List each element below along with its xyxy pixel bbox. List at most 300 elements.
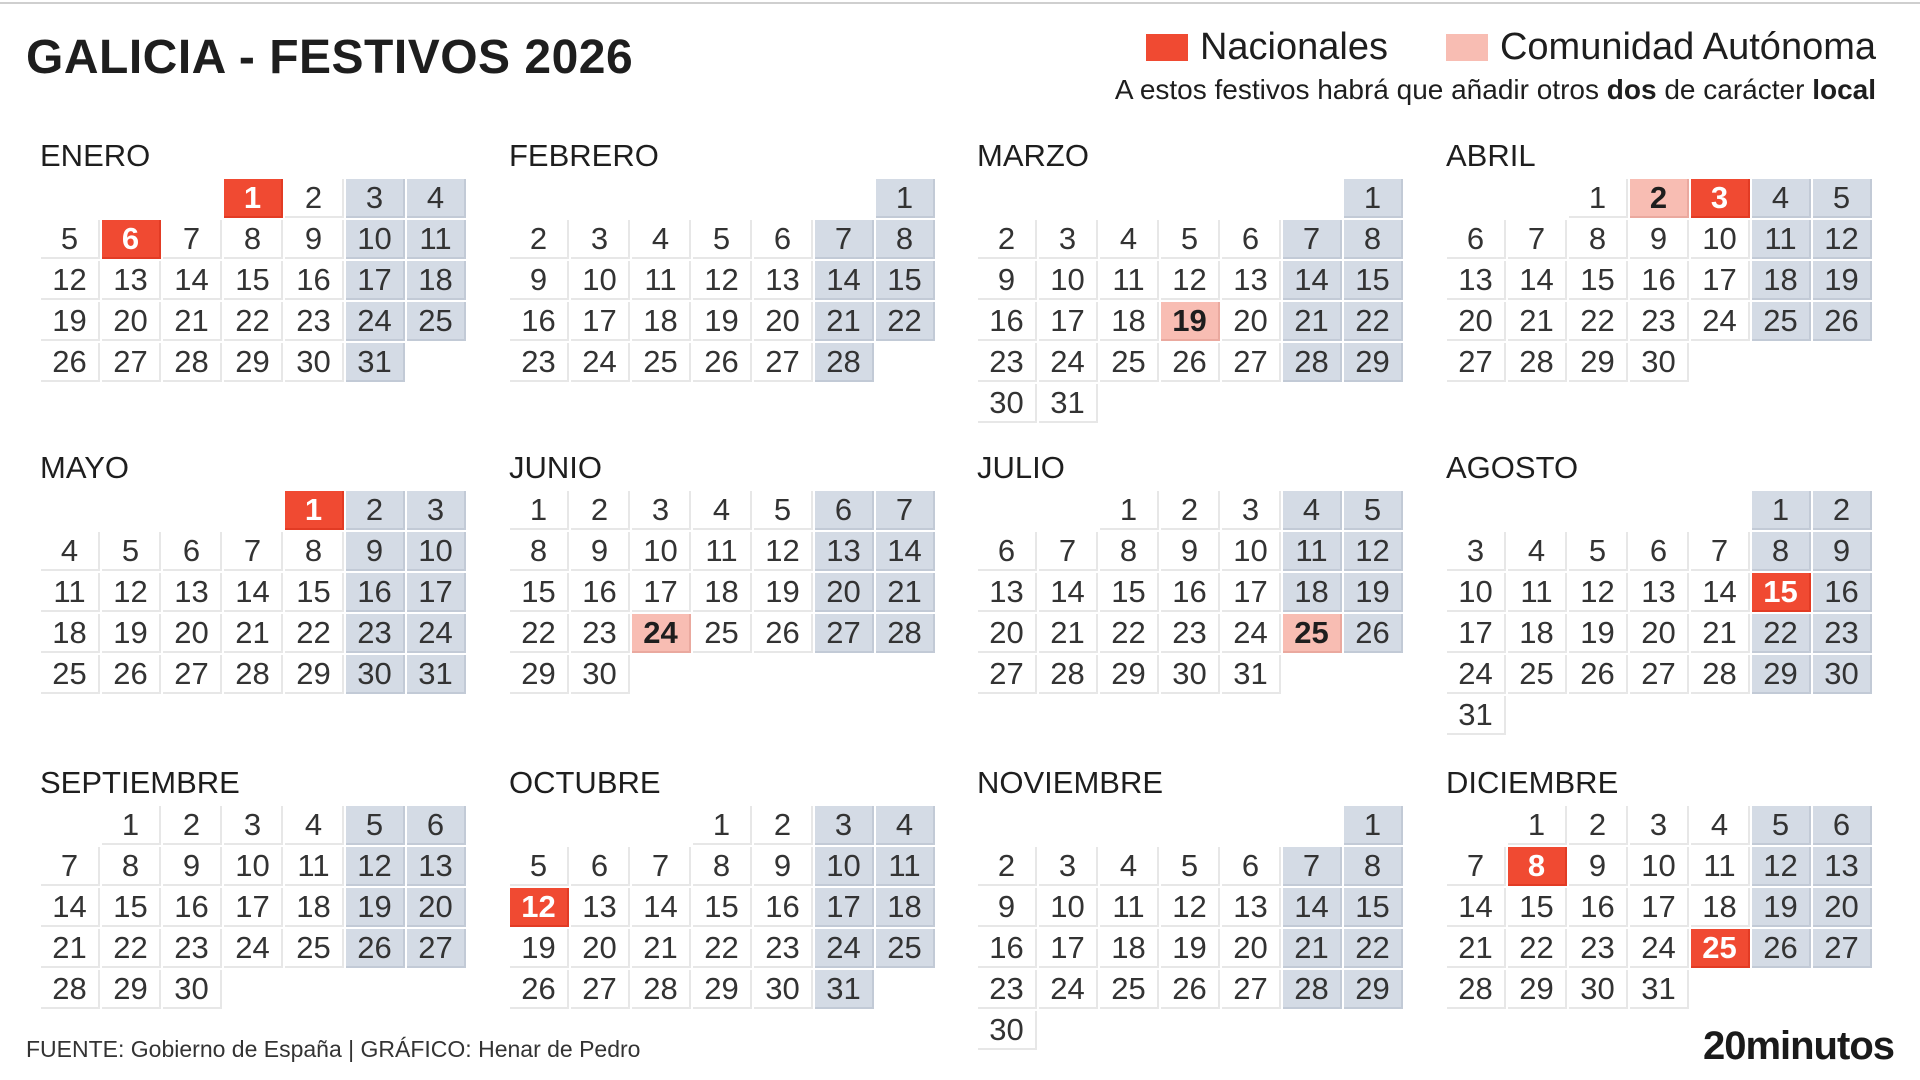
weekend-day-cell: 11 <box>876 847 935 886</box>
day-cell: 9 <box>571 532 630 571</box>
day-cell: 6 <box>1222 847 1281 886</box>
day-cell: 17 <box>1447 614 1506 653</box>
day-cell: 27 <box>571 970 630 1009</box>
day-cell: 15 <box>693 888 752 927</box>
day-cell: 2 <box>1569 806 1628 845</box>
day-cell: 13 <box>1630 573 1689 612</box>
day-cell: 10 <box>1222 532 1281 571</box>
day-cell: 7 <box>1447 847 1506 886</box>
empty-cell <box>978 179 1037 218</box>
weekend-day-cell: 22 <box>1344 302 1403 341</box>
day-cell: 17 <box>1630 888 1689 927</box>
month-mayo <box>40 450 470 730</box>
day-cell: 2 <box>978 220 1037 259</box>
empty-cell <box>102 491 161 530</box>
empty-cell <box>1222 179 1281 218</box>
day-cell: 20 <box>754 302 813 341</box>
day-cell: 12 <box>41 261 100 300</box>
day-cell: 23 <box>1630 302 1689 341</box>
day-cell: 20 <box>1630 614 1689 653</box>
day-cell: 15 <box>1100 573 1159 612</box>
day-cell: 9 <box>163 847 222 886</box>
weekend-day-cell: 14 <box>1283 888 1342 927</box>
weekend-day-cell: 5 <box>1813 179 1872 218</box>
day-cell: 5 <box>754 491 813 530</box>
month-grid <box>509 490 936 695</box>
empty-cell <box>571 179 630 218</box>
day-cell: 27 <box>1222 970 1281 1009</box>
day-cell: 5 <box>102 532 161 571</box>
day-cell: 30 <box>285 343 344 382</box>
day-cell: 3 <box>1447 532 1506 571</box>
day-cell: 17 <box>571 302 630 341</box>
day-cell: 20 <box>978 614 1037 653</box>
day-cell: 6 <box>1447 220 1506 259</box>
day-cell: 25 <box>693 614 752 653</box>
day-cell: 4 <box>632 220 691 259</box>
day-cell: 29 <box>102 970 161 1009</box>
source-credit: FUENTE: Gobierno de España | GRÁFICO: Henar de Pedro <box>26 1036 641 1062</box>
weekend-day-cell: 31 <box>815 970 874 1009</box>
day-cell: 15 <box>510 573 569 612</box>
weekend-day-cell: 30 <box>346 655 405 694</box>
month-grid <box>1446 490 1873 736</box>
month-grid <box>977 490 1404 695</box>
day-cell: 16 <box>1569 888 1628 927</box>
day-cell: 9 <box>1630 220 1689 259</box>
day-cell: 26 <box>1569 655 1628 694</box>
day-cell: 9 <box>285 220 344 259</box>
weekend-day-cell: 10 <box>346 220 405 259</box>
day-cell: 5 <box>1161 220 1220 259</box>
legend-swatch-comunidad <box>1446 34 1488 61</box>
local-holidays-note <box>1115 74 1876 106</box>
month-name: ABRIL <box>1446 138 1536 173</box>
day-cell: 26 <box>102 655 161 694</box>
weekend-day-cell: 19 <box>1752 888 1811 927</box>
day-cell: 3 <box>1039 847 1098 886</box>
month-febrero <box>509 138 939 418</box>
month-grid <box>977 178 1404 424</box>
day-cell: 13 <box>1222 261 1281 300</box>
day-cell: 13 <box>754 261 813 300</box>
day-cell: 21 <box>163 302 222 341</box>
day-cell: 15 <box>102 888 161 927</box>
day-cell: 2 <box>285 179 344 218</box>
day-cell: 8 <box>224 220 283 259</box>
weekend-day-cell: 26 <box>1752 929 1811 968</box>
day-cell: 28 <box>1691 655 1750 694</box>
note-bold-local: local <box>1812 74 1876 105</box>
empty-cell <box>754 179 813 218</box>
day-cell: 28 <box>163 343 222 382</box>
day-cell: 24 <box>1691 302 1750 341</box>
empty-cell <box>1447 179 1506 218</box>
day-cell: 14 <box>224 573 283 612</box>
weekend-day-cell: 4 <box>876 806 935 845</box>
day-cell: 26 <box>1161 343 1220 382</box>
day-cell: 16 <box>978 302 1037 341</box>
weekend-day-cell: 27 <box>815 614 874 653</box>
day-cell: 28 <box>1447 970 1506 1009</box>
day-cell: 6 <box>1630 532 1689 571</box>
day-cell: 28 <box>41 970 100 1009</box>
weekend-day-cell: 13 <box>407 847 466 886</box>
day-cell: 3 <box>1039 220 1098 259</box>
day-cell: 12 <box>693 261 752 300</box>
weekend-day-cell: 28 <box>1283 343 1342 382</box>
day-cell: 11 <box>285 847 344 886</box>
weekend-day-cell: 4 <box>1283 491 1342 530</box>
day-cell: 17 <box>1222 573 1281 612</box>
day-cell: 19 <box>102 614 161 653</box>
day-cell: 15 <box>285 573 344 612</box>
day-cell: 22 <box>693 929 752 968</box>
brand-logo: 20minutos <box>1702 1024 1894 1068</box>
day-cell: 1 <box>1100 491 1159 530</box>
day-cell: 6 <box>163 532 222 571</box>
legend-label-nacionales: Nacionales <box>1199 26 1388 68</box>
weekend-day-cell: 24 <box>346 302 405 341</box>
weekend-day-cell: 18 <box>1283 573 1342 612</box>
day-cell: 20 <box>102 302 161 341</box>
day-cell: 1 <box>1508 806 1567 845</box>
day-cell: 10 <box>1039 888 1098 927</box>
day-cell: 5 <box>693 220 752 259</box>
day-cell: 18 <box>41 614 100 653</box>
note-middle: de carácter <box>1656 74 1813 105</box>
weekend-day-cell: 23 <box>346 614 405 653</box>
day-cell: 5 <box>41 220 100 259</box>
national-holiday-cell: 25 <box>1691 929 1750 968</box>
day-cell: 25 <box>285 929 344 968</box>
empty-cell <box>1161 806 1220 845</box>
day-cell: 18 <box>1100 929 1159 968</box>
month-julio <box>977 450 1407 730</box>
day-cell: 30 <box>571 655 630 694</box>
day-cell: 21 <box>1508 302 1567 341</box>
day-cell: 14 <box>41 888 100 927</box>
day-cell: 16 <box>285 261 344 300</box>
month-enero <box>40 138 470 418</box>
page-title: GALICIA - FESTIVOS 2026 <box>26 31 634 84</box>
day-cell: 29 <box>693 970 752 1009</box>
day-cell: 16 <box>163 888 222 927</box>
day-cell: 15 <box>1569 261 1628 300</box>
weekend-day-cell: 5 <box>346 806 405 845</box>
day-cell: 14 <box>1447 888 1506 927</box>
day-cell: 14 <box>163 261 222 300</box>
empty-cell <box>1283 179 1342 218</box>
legend-swatch-nacionales <box>1146 34 1188 61</box>
weekend-day-cell: 12 <box>1813 220 1872 259</box>
day-cell: 20 <box>163 614 222 653</box>
month-name: AGOSTO <box>1446 450 1579 485</box>
weekend-day-cell: 1 <box>1344 806 1403 845</box>
day-cell: 10 <box>224 847 283 886</box>
day-cell: 26 <box>754 614 813 653</box>
regional-holiday-cell: 24 <box>632 614 691 653</box>
empty-cell <box>1447 491 1506 530</box>
day-cell: 7 <box>1039 532 1098 571</box>
month-grid <box>977 805 1404 1051</box>
day-cell: 16 <box>510 302 569 341</box>
day-cell: 3 <box>1630 806 1689 845</box>
day-cell: 31 <box>1039 384 1098 423</box>
weekend-day-cell: 21 <box>876 573 935 612</box>
day-cell: 21 <box>224 614 283 653</box>
day-cell: 27 <box>754 343 813 382</box>
day-cell: 16 <box>1630 261 1689 300</box>
day-cell: 4 <box>1508 532 1567 571</box>
weekend-day-cell: 12 <box>1752 847 1811 886</box>
empty-cell <box>1222 806 1281 845</box>
empty-cell <box>632 806 691 845</box>
day-cell: 30 <box>163 970 222 1009</box>
month-name: MARZO <box>977 138 1089 173</box>
note-bold-dos: dos <box>1606 74 1657 105</box>
month-grid <box>40 805 467 1010</box>
empty-cell <box>1039 491 1098 530</box>
day-cell: 19 <box>510 929 569 968</box>
day-cell: 20 <box>1447 302 1506 341</box>
weekend-day-cell: 7 <box>815 220 874 259</box>
day-cell: 14 <box>1691 573 1750 612</box>
regional-holiday-cell: 19 <box>1161 302 1220 341</box>
weekend-day-cell: 25 <box>1752 302 1811 341</box>
day-cell: 30 <box>754 970 813 1009</box>
day-cell: 27 <box>978 655 1037 694</box>
national-holiday-cell: 8 <box>1508 847 1567 886</box>
weekend-day-cell: 16 <box>1813 573 1872 612</box>
day-cell: 29 <box>1508 970 1567 1009</box>
weekend-day-cell: 12 <box>346 847 405 886</box>
day-cell: 5 <box>1569 532 1628 571</box>
weekend-day-cell: 25 <box>407 302 466 341</box>
day-cell: 17 <box>1691 261 1750 300</box>
legend <box>1088 26 1876 69</box>
day-cell: 24 <box>1039 343 1098 382</box>
day-cell: 2 <box>163 806 222 845</box>
weekend-day-cell: 26 <box>1813 302 1872 341</box>
weekend-day-cell: 10 <box>815 847 874 886</box>
empty-cell <box>1630 491 1689 530</box>
month-noviembre <box>977 765 1407 1045</box>
weekend-day-cell: 27 <box>1813 929 1872 968</box>
day-cell: 11 <box>632 261 691 300</box>
day-cell: 24 <box>1039 970 1098 1009</box>
day-cell: 26 <box>41 343 100 382</box>
day-cell: 29 <box>1569 343 1628 382</box>
weekend-day-cell: 30 <box>1813 655 1872 694</box>
empty-cell <box>163 491 222 530</box>
weekend-day-cell: 25 <box>876 929 935 968</box>
day-cell: 22 <box>224 302 283 341</box>
weekend-day-cell: 20 <box>815 573 874 612</box>
weekend-day-cell: 7 <box>1283 220 1342 259</box>
weekend-day-cell: 26 <box>1344 614 1403 653</box>
day-cell: 24 <box>1447 655 1506 694</box>
day-cell: 19 <box>1161 929 1220 968</box>
day-cell: 21 <box>41 929 100 968</box>
month-grid <box>509 178 936 383</box>
day-cell: 9 <box>978 261 1037 300</box>
month-name: ENERO <box>40 138 151 173</box>
weekend-day-cell: 20 <box>407 888 466 927</box>
day-cell: 6 <box>978 532 1037 571</box>
day-cell: 22 <box>102 929 161 968</box>
weekend-day-cell: 15 <box>1344 888 1403 927</box>
weekend-day-cell: 14 <box>1283 261 1342 300</box>
national-holiday-cell: 1 <box>285 491 344 530</box>
weekend-day-cell: 13 <box>815 532 874 571</box>
day-cell: 14 <box>1039 573 1098 612</box>
month-name: SEPTIEMBRE <box>40 765 240 800</box>
month-octubre <box>509 765 939 1045</box>
weekend-day-cell: 21 <box>815 302 874 341</box>
empty-cell <box>1508 179 1567 218</box>
day-cell: 27 <box>163 655 222 694</box>
day-cell: 30 <box>978 1011 1037 1050</box>
day-cell: 7 <box>1691 532 1750 571</box>
day-cell: 9 <box>1569 847 1628 886</box>
day-cell: 26 <box>510 970 569 1009</box>
day-cell: 24 <box>1630 929 1689 968</box>
day-cell: 9 <box>510 261 569 300</box>
day-cell: 6 <box>571 847 630 886</box>
weekend-day-cell: 8 <box>1344 220 1403 259</box>
weekend-day-cell: 17 <box>346 261 405 300</box>
empty-cell <box>693 179 752 218</box>
month-name: DICIEMBRE <box>1446 765 1619 800</box>
day-cell: 10 <box>1447 573 1506 612</box>
day-cell: 20 <box>571 929 630 968</box>
day-cell: 23 <box>978 343 1037 382</box>
day-cell: 21 <box>1691 614 1750 653</box>
legend-item-nacionales <box>1146 26 1388 69</box>
day-cell: 20 <box>1222 302 1281 341</box>
empty-cell <box>1569 491 1628 530</box>
empty-cell <box>1100 806 1159 845</box>
month-septiembre <box>40 765 470 1045</box>
day-cell: 12 <box>102 573 161 612</box>
weekend-day-cell: 21 <box>1283 302 1342 341</box>
empty-cell <box>102 179 161 218</box>
day-cell: 13 <box>163 573 222 612</box>
empty-cell <box>510 179 569 218</box>
day-cell: 13 <box>978 573 1037 612</box>
day-cell: 27 <box>1447 343 1506 382</box>
empty-cell <box>1283 806 1342 845</box>
day-cell: 27 <box>102 343 161 382</box>
day-cell: 28 <box>1039 655 1098 694</box>
day-cell: 23 <box>1569 929 1628 968</box>
weekend-day-cell: 26 <box>346 929 405 968</box>
day-cell: 22 <box>285 614 344 653</box>
day-cell: 26 <box>1161 970 1220 1009</box>
day-cell: 18 <box>632 302 691 341</box>
weekend-day-cell: 19 <box>346 888 405 927</box>
day-cell: 25 <box>1508 655 1567 694</box>
weekend-day-cell: 15 <box>1344 261 1403 300</box>
month-diciembre <box>1446 765 1876 1045</box>
day-cell: 22 <box>1569 302 1628 341</box>
day-cell: 12 <box>1161 261 1220 300</box>
weekend-day-cell: 2 <box>346 491 405 530</box>
day-cell: 8 <box>1569 220 1628 259</box>
day-cell: 8 <box>1100 532 1159 571</box>
weekend-day-cell: 28 <box>1283 970 1342 1009</box>
day-cell: 31 <box>1447 696 1506 735</box>
empty-cell <box>510 806 569 845</box>
day-cell: 28 <box>1508 343 1567 382</box>
day-cell: 30 <box>1630 343 1689 382</box>
day-cell: 1 <box>102 806 161 845</box>
legend-item-comunidad <box>1446 26 1876 69</box>
day-cell: 28 <box>632 970 691 1009</box>
weekend-day-cell: 16 <box>346 573 405 612</box>
empty-cell <box>815 179 874 218</box>
day-cell: 2 <box>978 847 1037 886</box>
day-cell: 10 <box>632 532 691 571</box>
day-cell: 17 <box>632 573 691 612</box>
month-marzo <box>977 138 1407 418</box>
empty-cell <box>632 179 691 218</box>
note-prefix: A estos festivos habrá que añadir otros <box>1114 74 1607 105</box>
weekend-day-cell: 14 <box>815 261 874 300</box>
day-cell: 2 <box>754 806 813 845</box>
weekend-day-cell: 1 <box>1344 179 1403 218</box>
day-cell: 23 <box>510 343 569 382</box>
day-cell: 31 <box>1630 970 1689 1009</box>
empty-cell <box>978 491 1037 530</box>
weekend-day-cell: 1 <box>1752 491 1811 530</box>
weekend-day-cell: 11 <box>1283 532 1342 571</box>
day-cell: 21 <box>1039 614 1098 653</box>
day-cell: 19 <box>41 302 100 341</box>
day-cell: 29 <box>285 655 344 694</box>
day-cell: 11 <box>1508 573 1567 612</box>
day-cell: 9 <box>1161 532 1220 571</box>
weekend-day-cell: 29 <box>1752 655 1811 694</box>
day-cell: 1 <box>510 491 569 530</box>
day-cell: 29 <box>510 655 569 694</box>
weekend-day-cell: 18 <box>407 261 466 300</box>
weekend-day-cell: 5 <box>1344 491 1403 530</box>
month-name: JULIO <box>977 450 1065 485</box>
day-cell: 22 <box>1508 929 1567 968</box>
day-cell: 21 <box>632 929 691 968</box>
day-cell: 22 <box>510 614 569 653</box>
day-cell: 29 <box>224 343 283 382</box>
weekend-day-cell: 18 <box>1752 261 1811 300</box>
regional-holiday-cell: 2 <box>1630 179 1689 218</box>
empty-cell <box>224 491 283 530</box>
day-cell: 24 <box>571 343 630 382</box>
weekend-day-cell: 11 <box>1752 220 1811 259</box>
weekend-day-cell: 31 <box>346 343 405 382</box>
weekend-day-cell: 10 <box>407 532 466 571</box>
top-divider <box>0 2 1920 4</box>
day-cell: 23 <box>163 929 222 968</box>
legend-label-comunidad: Comunidad Autónoma <box>1499 26 1876 68</box>
day-cell: 4 <box>41 532 100 571</box>
month-agosto <box>1446 450 1876 730</box>
weekend-day-cell: 31 <box>407 655 466 694</box>
day-cell: 25 <box>41 655 100 694</box>
day-cell: 8 <box>693 847 752 886</box>
day-cell: 18 <box>285 888 344 927</box>
